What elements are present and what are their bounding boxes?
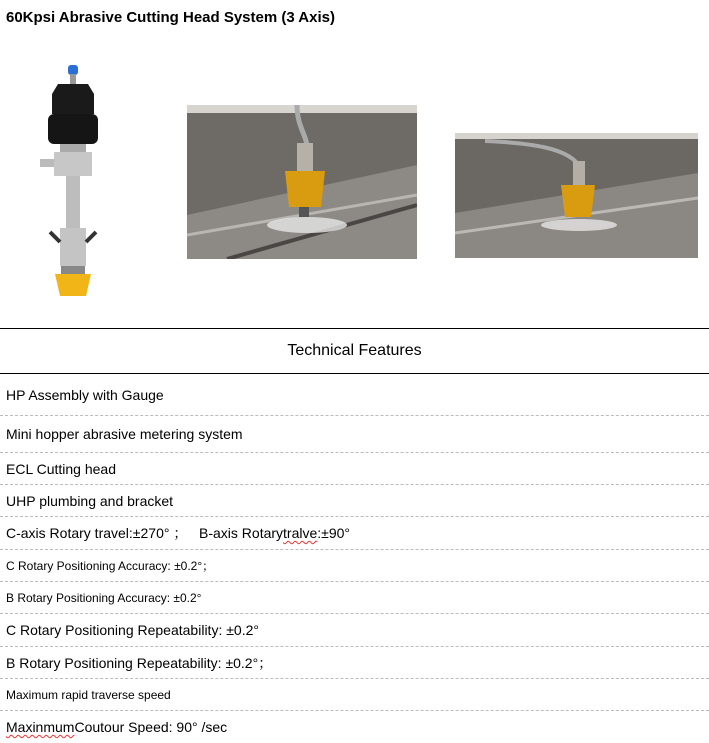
b-axis-travel-value: :±90° <box>317 525 351 541</box>
table-row: C Rotary Positioning Repeatability: ±0.2° <box>0 614 709 647</box>
cutting-photo-1 <box>187 105 417 259</box>
technical-features-table <box>0 328 709 743</box>
table-row: UHP plumbing and bracket <box>0 485 709 517</box>
table-row <box>0 711 709 743</box>
table-row: HP Assembly with Gauge <box>0 374 709 416</box>
table-row <box>0 517 709 550</box>
table-row: C Rotary Positioning Accuracy: ±0.2°； <box>0 550 709 582</box>
table-row: Mini hopper abrasive metering system <box>0 416 709 453</box>
contour-speed-text: Coutour Speed: 90° /sec <box>74 719 228 735</box>
table-row: Maximum rapid traverse speed <box>0 679 709 711</box>
c-axis-travel-text: C-axis Rotary travel:±270° ； B-axis Rotary <box>6 525 284 541</box>
table-row: B Rotary Positioning Accuracy: ±0.2° <box>0 582 709 614</box>
table-row: B Rotary Positioning Repeatability: ±0.2°； <box>0 647 709 679</box>
misspelled-word: tralve <box>283 525 318 541</box>
table-header: Technical Features <box>0 329 709 374</box>
table-row: ECL Cutting head <box>0 453 709 485</box>
cutting-head-image <box>30 60 120 305</box>
misspelled-word: Maxinmum <box>6 719 75 735</box>
cutting-photo-2 <box>455 133 698 258</box>
page-title: 60Kpsi Abrasive Cutting Head System (3 Axis) <box>6 9 335 26</box>
